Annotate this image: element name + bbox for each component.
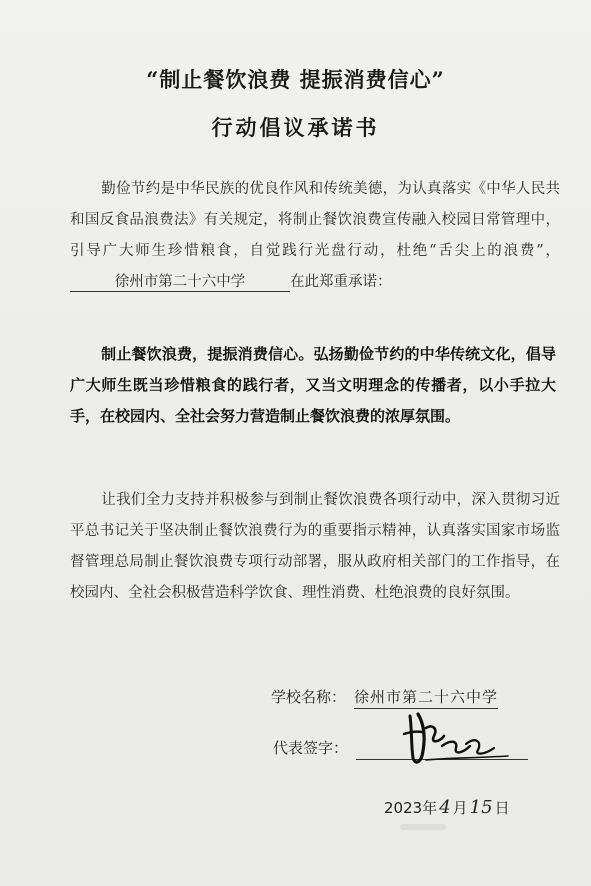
document-title: “制止餐饮浪费 提振消费信心” bbox=[146, 67, 445, 92]
date-month-unit: 月 bbox=[452, 799, 468, 817]
paragraph-pledge bbox=[70, 339, 556, 432]
paragraph-action bbox=[70, 485, 560, 609]
signing-date bbox=[384, 797, 510, 818]
school-name-label: 学校名称： bbox=[271, 688, 347, 706]
document-subtitle: 行动倡议承诺书 bbox=[211, 115, 380, 140]
scan-smudge bbox=[400, 824, 446, 830]
date-day-unit: 日 bbox=[494, 799, 510, 817]
paragraph-action-text: 让我们全力支持并积极参与到制止餐饮浪费各项行动中，深入贯彻习近平总书记关于坚决制止餐饮浪费行为的重要指示精神，认真落实国家市场监督管理总局制止餐饮浪费专项行动部署，服从政府相关部门的工作指导，在校园内、全社会积极营造科学饮食、理性消费、杜绝浪费的良好氛围。 bbox=[70, 492, 560, 601]
school-name-value: 徐州市第二十六中学 bbox=[354, 686, 498, 709]
date-year: 2023 bbox=[384, 799, 423, 817]
date-month: 4 bbox=[439, 797, 451, 818]
paragraph-pledge-text: 制止餐饮浪费，提振消费信心。弘扬勤俭节约的中华传统文化，倡导广大师生既当珍惜粮食的践行者，又当文明理念的传播者，以小手拉大手，在校园内、全社会努力营造制止餐饮浪费的浓厚氛围。 bbox=[70, 345, 556, 425]
handwritten-signature bbox=[396, 706, 516, 770]
representative-signature-label: 代表签字： bbox=[273, 739, 349, 757]
paragraph-intro-text: 勤俭节约是中华民族的优良作风和传统美德，为认真落实《中华人民共和国反食品浪费法》有关规定，将制止餐饮浪费宣传融入校园日常管理中，引导广大师生珍惜粮食，自觉践行光盘行动，杜绝“舌尖上的浪费”， bbox=[70, 181, 560, 259]
school-name-blank: 徐州市第二十六中学 bbox=[70, 273, 290, 292]
date-year-unit: 年 bbox=[422, 799, 438, 817]
date-day: 15 bbox=[469, 797, 493, 818]
paragraph-intro bbox=[70, 174, 560, 298]
paragraph-intro-ending: 在此郑重承诺： bbox=[290, 274, 392, 290]
